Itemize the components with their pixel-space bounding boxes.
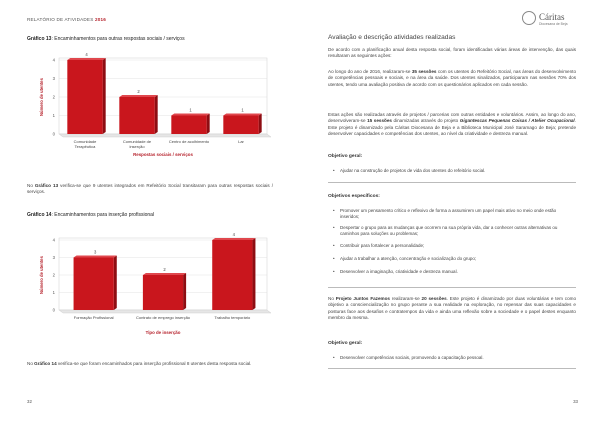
bar-top bbox=[223, 114, 261, 116]
bar-side bbox=[155, 95, 158, 134]
objective-specific-item bbox=[333, 208, 576, 220]
bar-side bbox=[114, 256, 117, 311]
p3-post: . Este projeto é dinamizado pela Cáritas Diocesana de Beja e a Biblioteca Municipal José Saramago de Beja; pretende desenvolver capacidades e competências dos utentes, ao nível da criatividade e destreza manual. bbox=[328, 118, 576, 137]
x-axis-label: Tipo de inserção bbox=[145, 330, 181, 335]
p3-bold: 15 sessões bbox=[367, 118, 392, 124]
bar bbox=[171, 116, 206, 135]
p3-italic: Gigantescas Pequenas Coisas / Atelier Ocupacional bbox=[459, 118, 575, 124]
bar bbox=[119, 97, 154, 134]
x-axis-label: Respostas sociais / serviços bbox=[133, 152, 193, 157]
chart14-caption bbox=[27, 212, 154, 218]
category-label: Lar bbox=[238, 139, 244, 144]
y-tick-label: 1 bbox=[52, 113, 55, 119]
category-label: Terapêutica bbox=[74, 143, 96, 149]
p4-post: . Este projeto é dinamizado por duas voluntárias e tem como objetivo a consciencialização no grupo perante a sua realidade na exploração, no repensar das suas capacidades e posturas face aos desafios e contratempos da vida e ainda uma reflexão sobre a sociedade e o papel destes enquanto membro da mesma. bbox=[328, 296, 576, 321]
bullet-icon: • bbox=[333, 208, 335, 213]
data-label: 3 bbox=[93, 249, 97, 255]
bar-top bbox=[67, 58, 105, 60]
y-axis-label: Número de utentes bbox=[39, 78, 44, 116]
chart14 bbox=[27, 222, 271, 340]
y-tick-label: 1 bbox=[52, 290, 55, 296]
text14-post: verifica-se que foram encaminhados para inserção profissional 8 utentes desta resposta social. bbox=[56, 361, 252, 366]
plot-floor bbox=[59, 310, 271, 313]
y-tick-label: 2 bbox=[52, 94, 55, 100]
bar bbox=[143, 275, 183, 310]
p3-mid: dinamizadas através do projeto bbox=[391, 118, 460, 124]
objective-specific-item bbox=[333, 269, 576, 275]
y-tick-label: 0 bbox=[52, 307, 55, 313]
bar bbox=[212, 240, 252, 310]
logo-sub: Diocesana de Beja bbox=[539, 22, 568, 26]
text13-post: verifica-se que 9 utentes integrados em Refeitório Social transitaram para outras respostas sociais / serviços. bbox=[27, 183, 274, 195]
data-label: 1 bbox=[189, 107, 192, 113]
p4-bold-project: Projeto Juntos Fazemos bbox=[335, 296, 390, 301]
bullet-icon: • bbox=[333, 243, 335, 248]
objective-specific-text: Desenvolver a imaginação, criatividade e destreza manual. bbox=[340, 269, 458, 274]
page-number-right: 33 bbox=[573, 399, 578, 404]
bullet-icon: • bbox=[333, 225, 335, 230]
bar-side bbox=[103, 58, 106, 134]
bar-side bbox=[183, 273, 186, 310]
divider bbox=[328, 182, 576, 183]
p2-post: com os utentes do Refeitório Social, nas áreas do desenvolvimento de competências pessoais e sociais, e na área da saúde. Dos utentes sinalizados, participaram nas sessões 70% dos utentes, tendo uma avaliação positiva de acordo com os questionários aplicados em cada sessão. bbox=[328, 69, 576, 87]
bar-side bbox=[259, 114, 262, 135]
header-title: RELATÓRIO DE ATIVIDADES bbox=[27, 17, 94, 22]
juntos-fazemos-paragraph bbox=[328, 296, 576, 322]
bar bbox=[223, 116, 258, 135]
data-label: 4 bbox=[232, 232, 236, 237]
y-tick-label: 4 bbox=[52, 237, 55, 243]
y-tick-label: 4 bbox=[52, 57, 55, 63]
y-tick-label: 3 bbox=[52, 255, 55, 261]
bar-top bbox=[171, 114, 209, 116]
divider bbox=[328, 287, 576, 288]
bullet-icon: • bbox=[333, 355, 335, 360]
p3-pre: Estas ações são realizadas através de projetos / parcerias com outras entidades e voluntários. Assim, ao longo do ano, desenvolveram-se bbox=[328, 112, 576, 124]
bar-top bbox=[119, 95, 157, 97]
caritas-cross-icon bbox=[522, 11, 536, 25]
category-label: Formação Profissional bbox=[73, 315, 114, 320]
intro-paragraph: De acordo com a planificação anual desta resposta social, foram identificadas várias áreas de intervenção, das quais resultaram as seguintes ações: bbox=[328, 47, 576, 59]
y-tick-label: 2 bbox=[52, 272, 55, 278]
bar bbox=[67, 60, 102, 134]
chart14-commentary bbox=[27, 361, 277, 367]
chart13 bbox=[27, 42, 271, 160]
bullet-icon: • bbox=[333, 168, 335, 173]
bullet-icon: • bbox=[333, 269, 335, 274]
p4-bold-sessions: 20 sessões bbox=[421, 296, 447, 301]
y-axis-label: Número de utentes bbox=[39, 256, 44, 294]
bar-top bbox=[74, 256, 117, 258]
data-label: 2 bbox=[163, 267, 166, 272]
p2-bold: 35 sessões bbox=[411, 69, 437, 74]
category-label: Trabalho temporário bbox=[214, 315, 251, 320]
objective-general-label-1: Objetivo geral: bbox=[328, 154, 363, 159]
plot-floor bbox=[59, 134, 271, 137]
text13-bold: Gráfico 13 bbox=[34, 183, 59, 188]
category-label: Comunidade de bbox=[122, 139, 152, 144]
chart14-caption-label: Gráfico 14 bbox=[27, 212, 52, 218]
data-label: 4 bbox=[85, 52, 88, 57]
objective-specific-item bbox=[333, 225, 576, 237]
section-title: Avaliação e descrição atividades realizadas bbox=[328, 34, 456, 41]
bar-side bbox=[207, 114, 210, 135]
divider bbox=[328, 368, 576, 369]
objective-general-item-1 bbox=[333, 168, 576, 174]
objective-specific-label: Objetivos específicos: bbox=[328, 194, 380, 199]
bullet-icon: • bbox=[333, 256, 335, 261]
category-label: Comunidade bbox=[73, 139, 97, 144]
objective-general-text-1: Ajudar na construção de projetos de vida dos utentes do refeitório social. bbox=[340, 168, 486, 173]
p4-pre: No bbox=[328, 296, 336, 301]
y-tick-label: 3 bbox=[52, 76, 55, 82]
chart13-commentary bbox=[27, 183, 273, 196]
bar-top bbox=[143, 273, 186, 275]
y-tick-label: 0 bbox=[52, 131, 55, 137]
p2-pre: Ao longo do ano de 2016, realizaram-se bbox=[328, 69, 412, 74]
objective-general-text-2: Desenvolver competências sociais, promovendo a capacitação pessoal. bbox=[340, 355, 484, 360]
caritas-logo bbox=[522, 8, 582, 30]
objective-general-item-2 bbox=[333, 355, 576, 361]
objective-specific-text: Promover um pensamento crítico e reflexivo de forma a assumirem um papel mais ativo no meio onde estão inseridos; bbox=[340, 208, 557, 220]
objective-specific-text: Ajudar a trabalhar a atenção, concentração e socialização do grupo; bbox=[340, 256, 477, 261]
objective-specific-text: Despertar o grupo para as mudanças que ocorrem na sua própria vida, dar a conhecer outras alternativas ou caminhos para soluções ou problemas; bbox=[340, 225, 558, 237]
data-label: 2 bbox=[137, 89, 140, 94]
category-label: inserção bbox=[129, 143, 145, 149]
objective-specific-text: Contribuir para fortalecer a personalidade; bbox=[340, 243, 425, 248]
chart14-caption-text: : Encaminhamentos para inserção profissional bbox=[51, 212, 155, 218]
chart13-caption-text: : Encaminhamentos para outras respostas sociais / serviços bbox=[51, 36, 185, 42]
objective-general-label-2: Objetivo geral: bbox=[328, 341, 363, 346]
logo-name: Cáritas bbox=[539, 12, 565, 22]
text14-bold: Gráfico 14 bbox=[34, 361, 57, 366]
page-number-left: 32 bbox=[27, 399, 32, 404]
bar-side bbox=[252, 238, 255, 310]
text13-pre: No bbox=[27, 183, 35, 188]
objective-specific-item bbox=[333, 256, 576, 262]
category-label: Centro de acolhimento bbox=[168, 139, 210, 144]
objective-specific-item bbox=[333, 243, 576, 249]
bar bbox=[74, 258, 114, 311]
header-year: 2016 bbox=[94, 17, 106, 22]
category-label: Contrato de emprego inserção bbox=[135, 315, 191, 320]
sessions-paragraph bbox=[328, 69, 576, 88]
bar-top bbox=[212, 238, 255, 240]
p4-mid: realizaram-se bbox=[389, 296, 422, 301]
text14-pre: No bbox=[27, 361, 35, 366]
chart13-caption-label: Gráfico 13 bbox=[27, 36, 52, 42]
running-header bbox=[27, 17, 106, 22]
data-label: 1 bbox=[241, 107, 244, 113]
project-paragraph bbox=[328, 112, 576, 138]
